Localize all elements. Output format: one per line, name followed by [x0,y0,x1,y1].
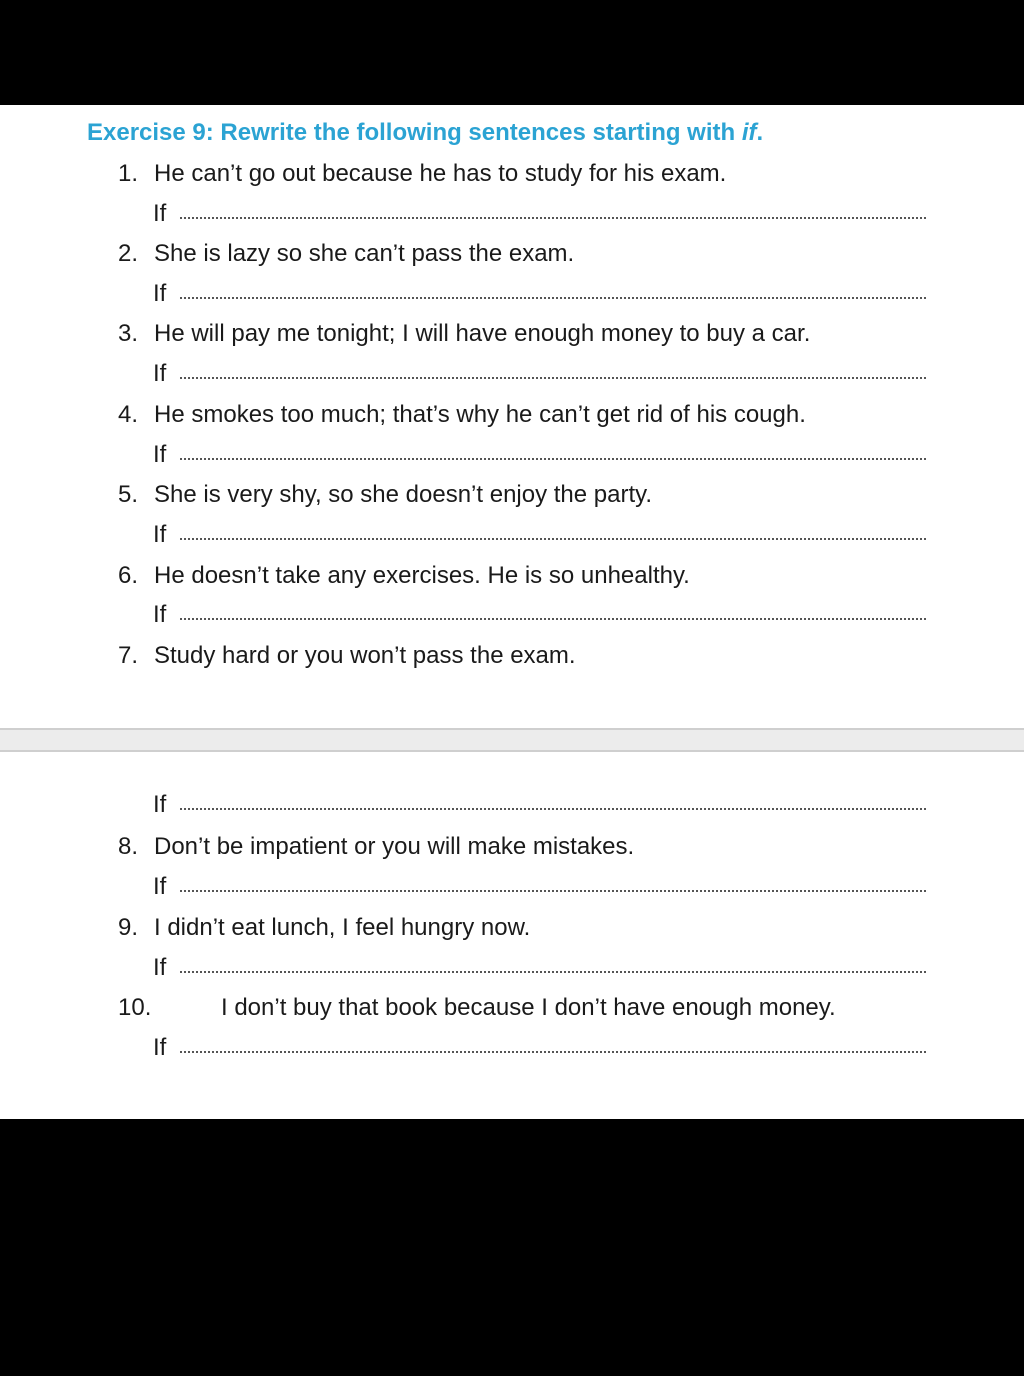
question-10 [118,994,836,1022]
exercise-title: Exercise 9: Rewrite the following sentences starting with if. [87,119,764,146]
answer-blank[interactable] [180,280,926,299]
question-7 [118,642,576,670]
answer-prefix: If [153,200,167,227]
question-number: 6. [118,562,139,589]
question-3 [118,320,810,348]
title-keyword: if [741,119,757,146]
answer-blank[interactable] [180,521,926,540]
question-1 [118,160,726,188]
question-text: He doesn’t take any exercises. He is so unhealthy. [154,562,690,589]
answer-blank[interactable] [180,954,926,973]
answer-blank[interactable] [180,360,926,379]
answer-prefix: If [153,521,167,548]
answer-prefix: If [153,441,167,468]
answer-line-1[interactable] [153,200,926,228]
question-number: 7. [118,642,139,669]
question-number: 1. [118,160,139,187]
question-text: He will pay me tonight; I will have enough money to buy a car. [154,320,811,347]
page-break-divider [0,728,1024,752]
answer-prefix: If [153,791,167,818]
question-text: She is lazy so she can’t pass the exam. [154,240,575,267]
question-9 [118,914,530,942]
question-6 [118,562,690,590]
answer-line-2[interactable] [153,280,926,308]
question-number: 5. [118,481,139,508]
question-number: 4. [118,401,139,428]
question-number: 8. [118,833,139,860]
answer-line-4[interactable] [153,441,926,469]
worksheet-page [0,105,1024,1119]
answer-prefix: If [153,954,167,981]
question-4 [118,401,806,429]
answer-line-6[interactable] [153,601,926,629]
answer-line-9[interactable] [153,954,926,982]
answer-line-7[interactable] [153,791,926,819]
answer-blank[interactable] [180,873,926,892]
question-2 [118,240,574,268]
answer-line-8[interactable] [153,873,926,901]
question-text: I didn’t eat lunch, I feel hungry now. [154,914,531,941]
answer-prefix: If [153,601,167,628]
question-8 [118,833,634,861]
answer-blank[interactable] [180,200,926,219]
question-text: I don’t buy that book because I don’t have enough money. [221,994,836,1021]
answer-prefix: If [153,1034,167,1061]
answer-prefix: If [153,360,167,387]
answer-line-3[interactable] [153,360,926,388]
question-text: Study hard or you won’t pass the exam. [154,642,576,669]
question-text: He smokes too much; that’s why he can’t get rid of his cough. [154,401,806,428]
answer-blank[interactable] [180,1034,926,1053]
answer-blank[interactable] [180,791,926,810]
question-number: 10. [118,994,152,1021]
answer-blank[interactable] [180,441,926,460]
question-number: 3. [118,320,139,347]
question-5 [118,481,652,509]
answer-line-5[interactable] [153,521,926,549]
question-text: He can’t go out because he has to study for his exam. [154,160,727,187]
answer-line-10[interactable] [153,1034,926,1062]
question-text: Don’t be impatient or you will make mistakes. [154,833,635,860]
question-text: She is very shy, so she doesn’t enjoy the party. [154,481,653,508]
answer-blank[interactable] [180,601,926,620]
answer-prefix: If [153,873,167,900]
answer-prefix: If [153,280,167,307]
question-number: 2. [118,240,139,267]
question-number: 9. [118,914,139,941]
